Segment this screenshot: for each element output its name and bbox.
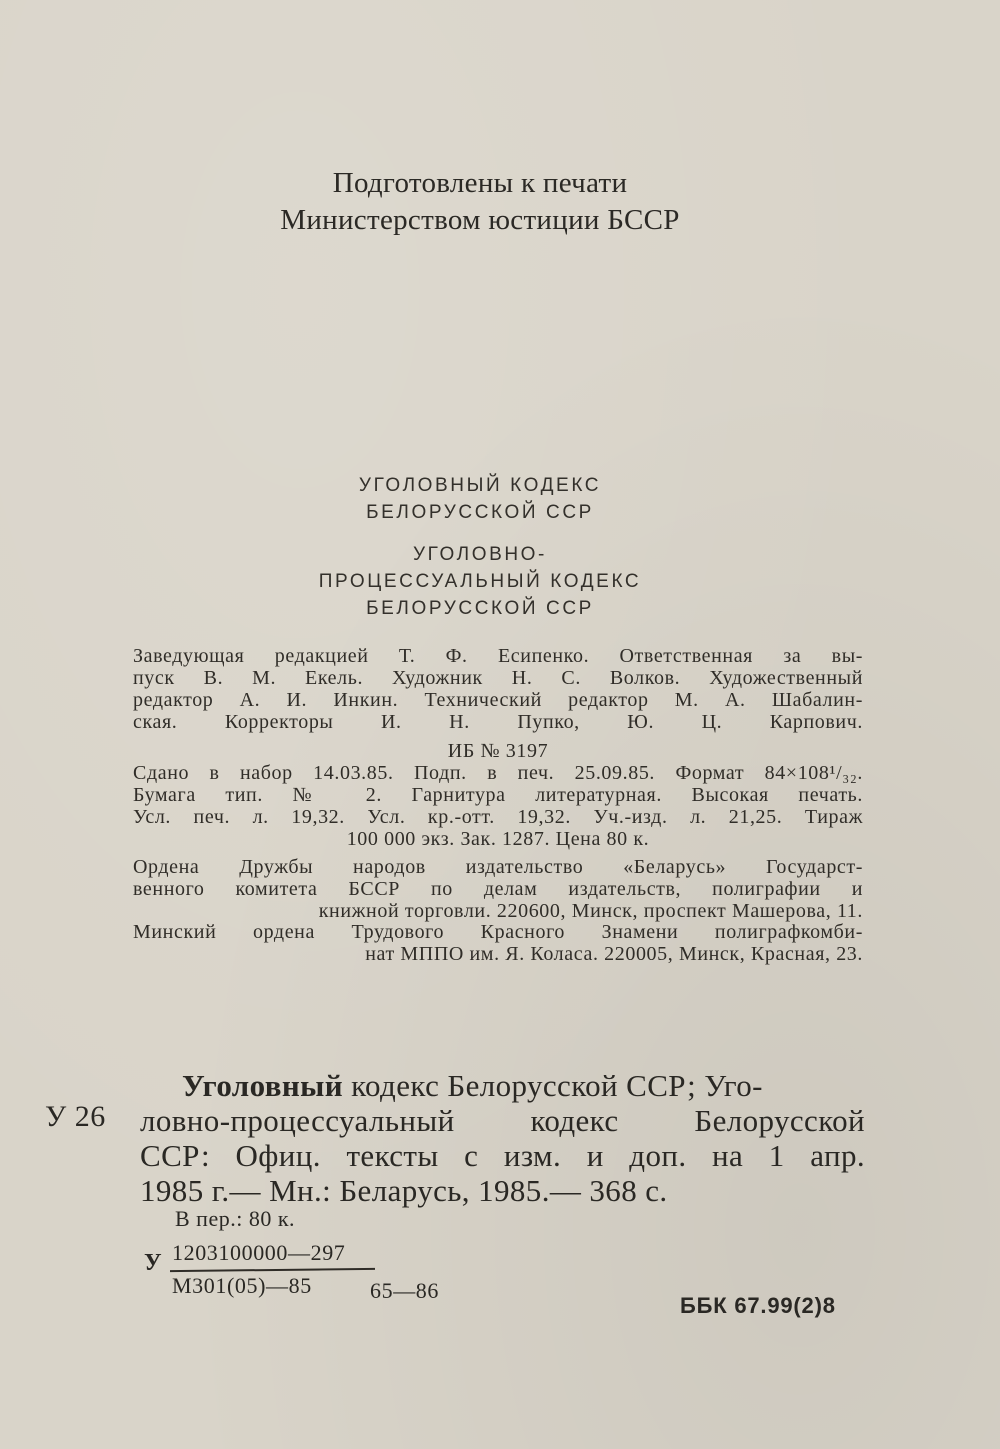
bibliographic-record [140, 1068, 865, 1208]
staff-line: редактор А. И. Инкин. Технический редактор М. А. Шабалин- [133, 689, 863, 711]
catalog-code: У 26 [45, 1100, 106, 1133]
publisher-info [133, 856, 863, 922]
fraction-line [170, 1268, 375, 1272]
staff-line: пуск В. М. Екель. Художник Н. С. Волков. Художественный [133, 667, 863, 689]
binding-price: В пер.: 80 к. [175, 1206, 296, 1231]
print-details [133, 740, 863, 850]
index-denominator: М301(05)—85 [172, 1273, 312, 1298]
publisher-line: Ордена Дружбы народов издательство «Беларусь» Государст- [133, 856, 863, 878]
staff-line: Заведующая редакцией Т. Ф. Есипенко. Ответственная за вы- [133, 645, 863, 667]
prepared-line-1: Подготовлены к печати [332, 167, 628, 199]
index-numerator: 1203100000—297 [172, 1240, 346, 1265]
publisher-line: книжной торговли. 220600, Минск, проспект Машерова, 11. [318, 900, 863, 922]
title-line: УГОЛОВНО- [412, 544, 547, 565]
criminal-code-title [0, 472, 960, 526]
biblio-line: 1985 г.— Мн.: Беларусь, 1985.— 368 с. [140, 1173, 668, 1208]
printer-line: нат МППО им. Я. Коласа. 220005, Минск, Красная, 23. [365, 943, 863, 965]
editorial-staff [133, 645, 863, 733]
printer-line: Минский ордена Трудового Красного Знамени полиграфкомби- [133, 921, 863, 943]
staff-line: ская. Корректоры И. Н. Пупко, Ю. Ц. Карпович. [133, 711, 863, 733]
print-line: Бумага тип. № 2. Гарнитура литературная. Высокая печать. [133, 784, 863, 806]
index-tail: 65—86 [370, 1278, 439, 1303]
print-line: Сдано в набор 14.03.85. Подп. в печ. 25.09.85. Формат 84×108¹/₃₂. [133, 762, 863, 784]
ib-number: ИБ № 3197 [447, 740, 549, 762]
prepared-line-2: Министерством юстиции БССР [280, 204, 680, 236]
title-line: БЕЛОРУССКОЙ ССР [366, 502, 594, 523]
biblio-line-rest: кодекс Белорусской ССР; Уго- [343, 1068, 763, 1103]
print-line: Усл. печ. л. 19,32. Усл. кр.-отт. 19,32. Уч.-изд. л. 21,25. Тираж [133, 806, 863, 828]
biblio-line [140, 1068, 865, 1103]
prepared-by-note [0, 165, 960, 239]
title-line: УГОЛОВНЫЙ КОДЕКС [358, 475, 602, 496]
biblio-bold-word: Уголовный [182, 1068, 343, 1103]
biblio-line: ССР: Офиц. тексты с изм. и доп. на 1 апр. [140, 1138, 865, 1173]
title-line: ПРОЦЕССУАЛЬНЫЙ КОДЕКС [318, 571, 642, 592]
title-line: БЕЛОРУССКОЙ ССР [366, 598, 594, 619]
bbk-classification: ББК 67.99(2)8 [680, 1293, 836, 1318]
biblio-line: ловно-процессуальный кодекс Белорусской [140, 1103, 865, 1138]
index-letter: У [144, 1250, 162, 1276]
criminal-procedure-code-title [0, 541, 960, 622]
print-line: 100 000 экз. Зак. 1287. Цена 80 к. [346, 828, 650, 850]
printer-info [133, 921, 863, 965]
publisher-line: венного комитета БССР по делам издательств, полиграфии и [133, 878, 863, 900]
